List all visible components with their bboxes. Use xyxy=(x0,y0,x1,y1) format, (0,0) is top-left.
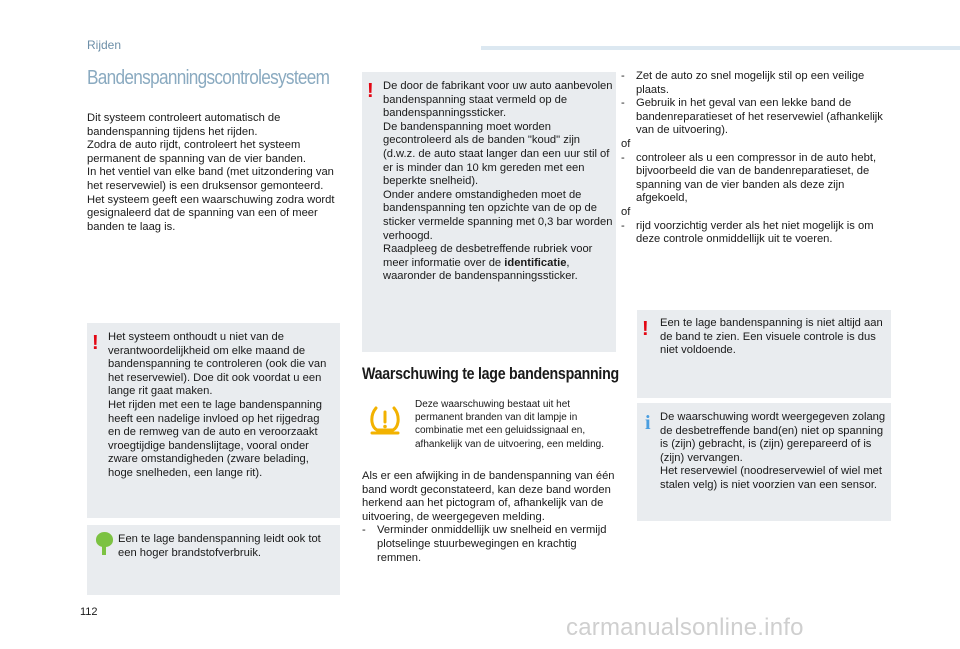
warning-icon: ! xyxy=(642,318,649,340)
list-dash: - xyxy=(362,524,366,537)
warning-mid-text-after: , waaronder de bandenspanningssticker. xyxy=(383,256,578,283)
list-item-text: rijd voorzichtig verder als het niet mogelijk is om deze controle onmiddellijk uit te voeren. xyxy=(636,219,874,246)
warning-right-text: Een te lage bandenspanning is niet altijd aan de band te zien. Een visuele controle is dus niet voldoende. xyxy=(660,317,883,357)
list-item xyxy=(621,152,893,206)
or-separator: of xyxy=(621,137,631,150)
page-title: Bandenspanningscontrolesysteem xyxy=(87,67,330,89)
page-number: 112 xyxy=(80,606,98,618)
eco-tree-icon xyxy=(95,532,113,556)
tpms-description: Deze waarschuwing bestaat uit het permanent branden van dit lampje in combinatie met een geluidssignaal en, afhankelijk van de uitvoering, een melding. xyxy=(415,399,605,450)
warning-mid-text-before: De door de fabrikant voor uw auto aanbevolen bandenspanning staat vermeld op de bandenspanningssticker. De bandenspanning moet worden gecontroleerd als de banden "koud" zijn (d.w.z. de auto staat langer dan een uur stil of er is minder dan 10 km gereden met een beperkte snelheid). Onder andere omstandigheden moet de bandenspanning ten opzichte van de op de sticker vermelde spanning met 0,3 bar worden verhoogd. Raadpleeg de desbetreffende rubriek voor meer informatie over de xyxy=(383,80,613,269)
deviation-text: Als er een afwijking in de bandenspanning van één band wordt geconstateerd, kan deze band worden herkend aan het pictogram of, afhankelijk van de uitvoering, de weergegeven melding. xyxy=(362,470,615,523)
list-item xyxy=(621,97,893,138)
intro-paragraph: Dit systeem controleert automatisch de bandenspanning tijdens het rijden. Zodra de auto rijdt, controleert het systeem permanent de spanning van de vier banden. In het ventiel van elke band (met uitzondering van het reservewiel) is een druksensor gemonteerd. Het systeem geeft een waarschuwing zodra wordt gesignaleerd dat de spanning van een of meer banden te laag is. xyxy=(87,112,335,233)
warning-mid-text xyxy=(383,80,614,284)
or-separator: of xyxy=(621,205,631,218)
low-pressure-subheading: Waarschuwing te lage bandenspanning xyxy=(362,365,619,383)
header-rule xyxy=(481,46,960,50)
section-label: Rijden xyxy=(87,38,122,52)
warning-left-text: Het systeem onthoudt u niet van de verantwoordelijkheid om elke maand de bandenspanning te controleren (ook die van het reservewiel). Doe dit ook voordat u een lange rit gaat maken. Het rijden met een te lage bandenspanning heeft een nadelige invloed op het rijgedrag en de remweg van de auto en veroorzaakt vroegtijdige bandenslijtage, vooral onder zware omstandigheden (zware belading, hoge snelheden, een lange rit). xyxy=(108,331,327,479)
list-item xyxy=(621,220,893,247)
list-item-text: Gebruik in het geval van een lekke band de bandenreparatieset of het reservewiel (afhankelijk van de uitvoering). xyxy=(636,97,883,137)
list-dash: - xyxy=(621,97,625,110)
list-dash: - xyxy=(621,219,625,232)
list-item xyxy=(621,70,893,97)
list-dash: - xyxy=(621,151,625,164)
right-actions xyxy=(621,70,893,247)
watermark: carmanualsonline.info xyxy=(566,614,804,641)
list-dash: - xyxy=(621,70,625,82)
info-icon: i xyxy=(645,412,651,434)
info-right-text: De waarschuwing wordt weergegeven zolang de desbetreffende band(en) niet op spanning is (zijn) gebracht, is (zijn) gerepareerd of is (zijn) vervangen. Het reservewiel (noodreservewiel of wiel met stalen velg) is niet voorzien van een sensor. xyxy=(660,411,886,491)
warning-icon: ! xyxy=(367,80,374,102)
identificatie-emphasis: identificatie xyxy=(504,256,567,269)
list-item xyxy=(362,524,617,565)
list-item-text: Zet de auto zo snel mogelijk stil op een veilige plaats. xyxy=(636,70,865,96)
eco-note-text: Een te lage bandenspanning leidt ook tot een hoger brandstofverbruik. xyxy=(118,533,321,559)
warning-icon: ! xyxy=(92,332,99,354)
list-item-text: controleer als u een compressor in de auto hebt, bijvoorbeeld die van de bandenreparatieset, de spanning van de vier banden als deze zijn afgekoeld, xyxy=(636,151,877,205)
list-item-text: Verminder onmiddellijk uw snelheid en vermijd plotselinge stuurbewegingen en krachtig remmen. xyxy=(377,524,607,564)
deviation-section xyxy=(362,470,617,565)
tpms-warning-icon xyxy=(368,403,402,437)
